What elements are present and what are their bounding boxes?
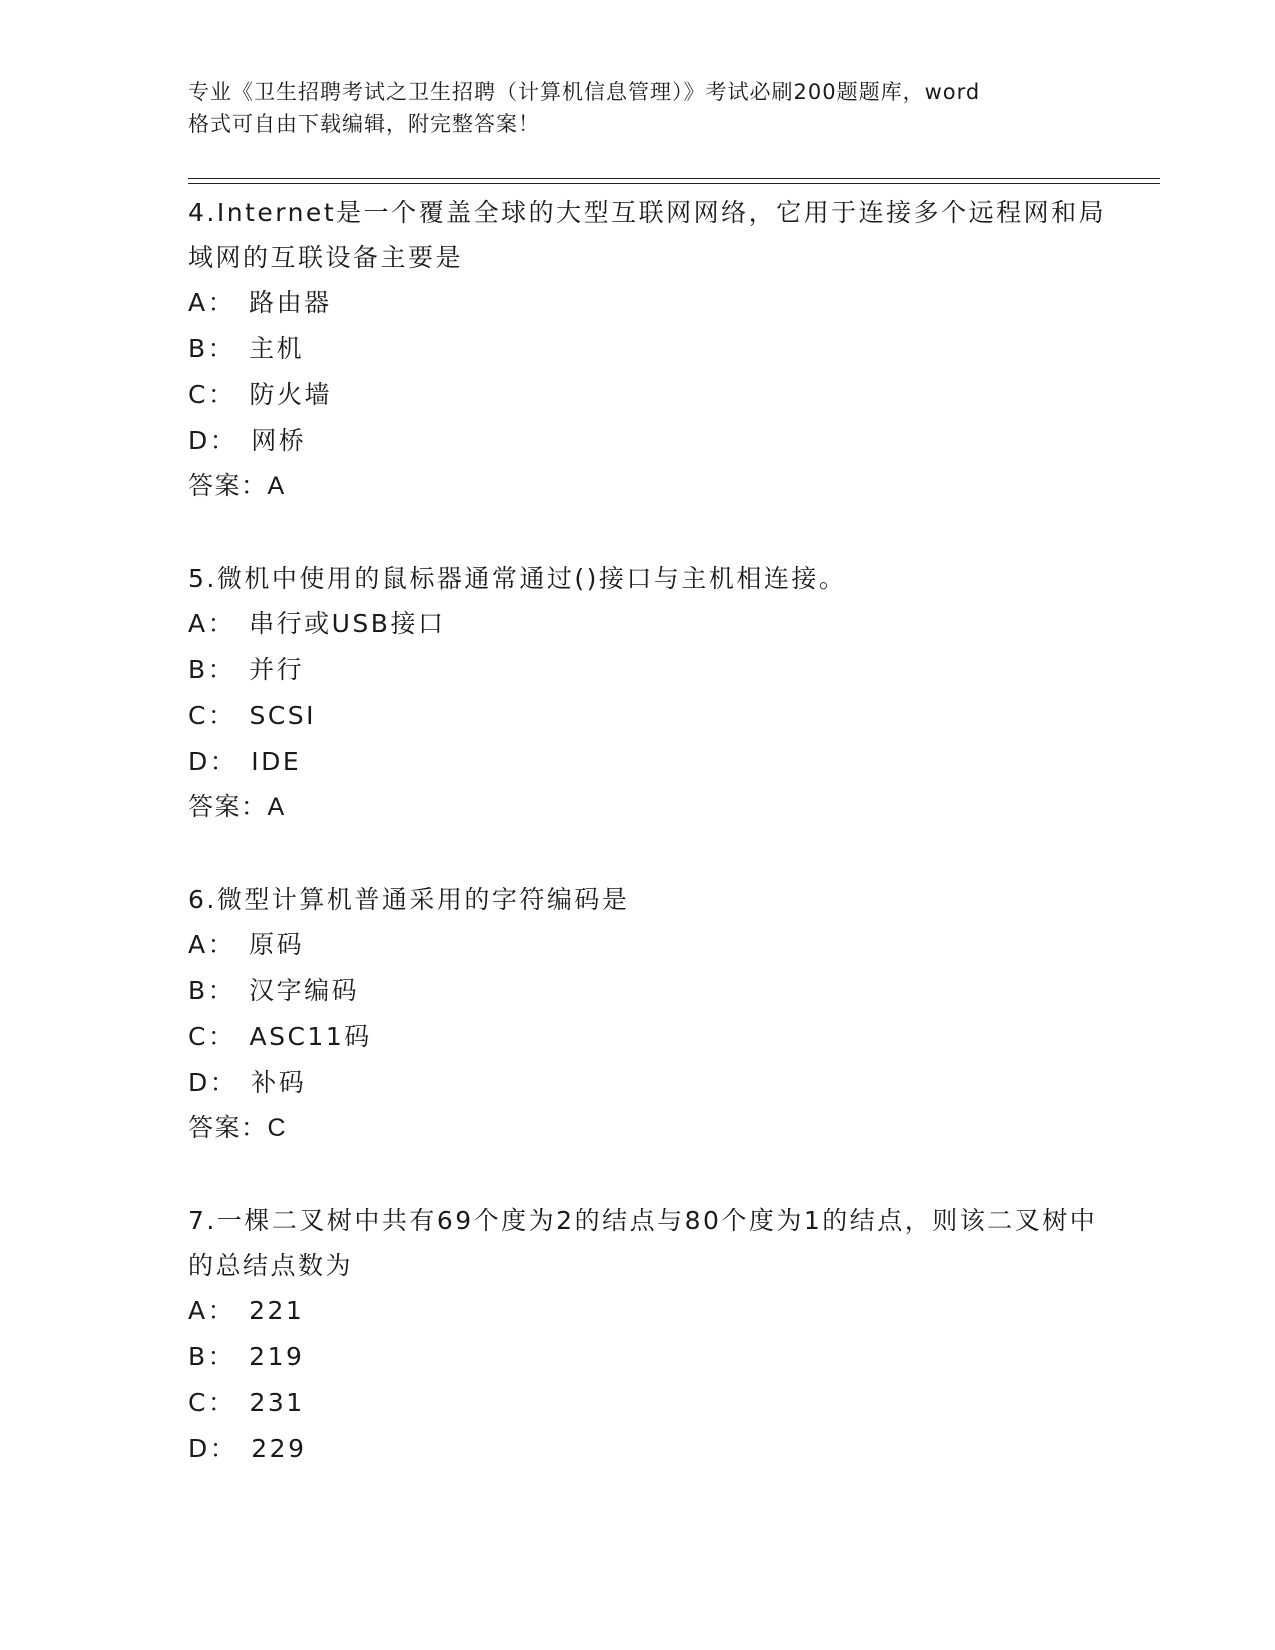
option-letter: B — [188, 334, 208, 363]
answer-line — [188, 464, 1108, 509]
answer-label: 答案： — [188, 472, 268, 500]
option-letter: B — [188, 655, 208, 684]
option-separator: ： — [207, 288, 236, 317]
option-c — [188, 372, 1108, 418]
option-letter: A — [188, 1296, 208, 1325]
option-b — [188, 968, 1108, 1014]
header-divider-top — [188, 178, 1160, 179]
option-separator: ： — [209, 1434, 238, 1463]
option-letter: D — [188, 1434, 210, 1463]
answer-value: A — [267, 472, 286, 500]
option-separator: ： — [207, 930, 236, 959]
answer-line — [188, 1106, 1108, 1151]
option-a — [188, 601, 1108, 647]
option-separator: ： — [207, 1388, 236, 1417]
question-5 — [188, 556, 1108, 830]
option-d — [188, 418, 1108, 464]
option-d — [188, 739, 1108, 785]
option-separator: ： — [207, 976, 236, 1005]
option-text: 219 — [249, 1342, 305, 1371]
option-separator: ： — [207, 701, 236, 730]
option-text: 229 — [251, 1434, 307, 1463]
option-text: 原码 — [249, 930, 305, 959]
option-text: ASC11码 — [249, 1022, 372, 1051]
option-a — [188, 280, 1108, 326]
option-text: 路由器 — [249, 288, 332, 317]
answer-value: C — [267, 1114, 288, 1142]
option-letter: B — [188, 1342, 208, 1371]
option-letter: D — [188, 1068, 210, 1097]
option-text: 主机 — [249, 334, 305, 363]
option-c — [188, 693, 1108, 739]
question-6 — [188, 877, 1108, 1151]
question-stem: 6.微型计算机普通采用的字符编码是 — [188, 885, 630, 914]
answer-value: A — [267, 793, 286, 821]
option-separator: ： — [207, 609, 236, 638]
option-separator: ： — [207, 1296, 236, 1325]
option-letter: C — [188, 1388, 208, 1417]
option-letter: D — [188, 426, 210, 455]
option-separator: ： — [209, 426, 238, 455]
option-text: 并行 — [249, 655, 305, 684]
option-letter: C — [188, 701, 208, 730]
question-7 — [188, 1198, 1108, 1472]
option-separator: ： — [207, 1342, 236, 1371]
answer-line — [188, 785, 1108, 830]
option-letter: B — [188, 976, 208, 1005]
option-letter: A — [188, 930, 208, 959]
option-separator: ： — [207, 334, 236, 363]
option-text: 防火墙 — [249, 380, 332, 409]
answer-label: 答案： — [188, 793, 268, 821]
option-text: 汉字编码 — [249, 976, 360, 1005]
option-letter: A — [188, 288, 208, 317]
question-stem: 7.一棵二叉树中共有69个度为2的结点与80个度为1的结点，则该二叉树中的总结点数为 — [188, 1206, 1098, 1280]
option-text: 221 — [249, 1296, 305, 1325]
header-divider-bottom — [188, 183, 1160, 184]
option-letter: C — [188, 1022, 208, 1051]
option-text: IDE — [251, 747, 302, 776]
answer-label: 答案： — [188, 1114, 268, 1142]
option-b — [188, 326, 1108, 372]
option-text: 网桥 — [251, 426, 307, 455]
option-separator: ： — [207, 655, 236, 684]
document-header — [188, 76, 1108, 140]
option-text: 补码 — [251, 1068, 307, 1097]
question-stem: 4.Internet是一个覆盖全球的大型互联网网络，它用于连接多个远程网和局域网的互联设备主要是 — [188, 198, 1107, 272]
header-title-line-2: 格式可自由下载编辑，附完整答案！ — [188, 112, 540, 136]
option-d — [188, 1426, 1108, 1472]
question-stem: 5.微机中使用的鼠标器通常通过()接口与主机相连接。 — [188, 564, 847, 593]
option-a — [188, 922, 1108, 968]
option-letter: A — [188, 609, 208, 638]
option-text: SCSI — [249, 701, 317, 730]
option-separator: ： — [209, 747, 238, 776]
option-b — [188, 647, 1108, 693]
option-letter: C — [188, 380, 208, 409]
option-separator: ： — [207, 380, 236, 409]
option-separator: ： — [207, 1022, 236, 1051]
question-4 — [188, 190, 1108, 509]
header-title-line-1: 专业《卫生招聘考试之卫生招聘（计算机信息管理）》考试必刷200题题库，word — [188, 80, 981, 104]
option-c — [188, 1380, 1108, 1426]
option-text: 串行或USB接口 — [249, 609, 446, 638]
option-separator: ： — [209, 1068, 238, 1097]
option-letter: D — [188, 747, 210, 776]
option-d — [188, 1060, 1108, 1106]
option-b — [188, 1334, 1108, 1380]
option-c — [188, 1014, 1108, 1060]
option-a — [188, 1288, 1108, 1334]
option-text: 231 — [249, 1388, 305, 1417]
